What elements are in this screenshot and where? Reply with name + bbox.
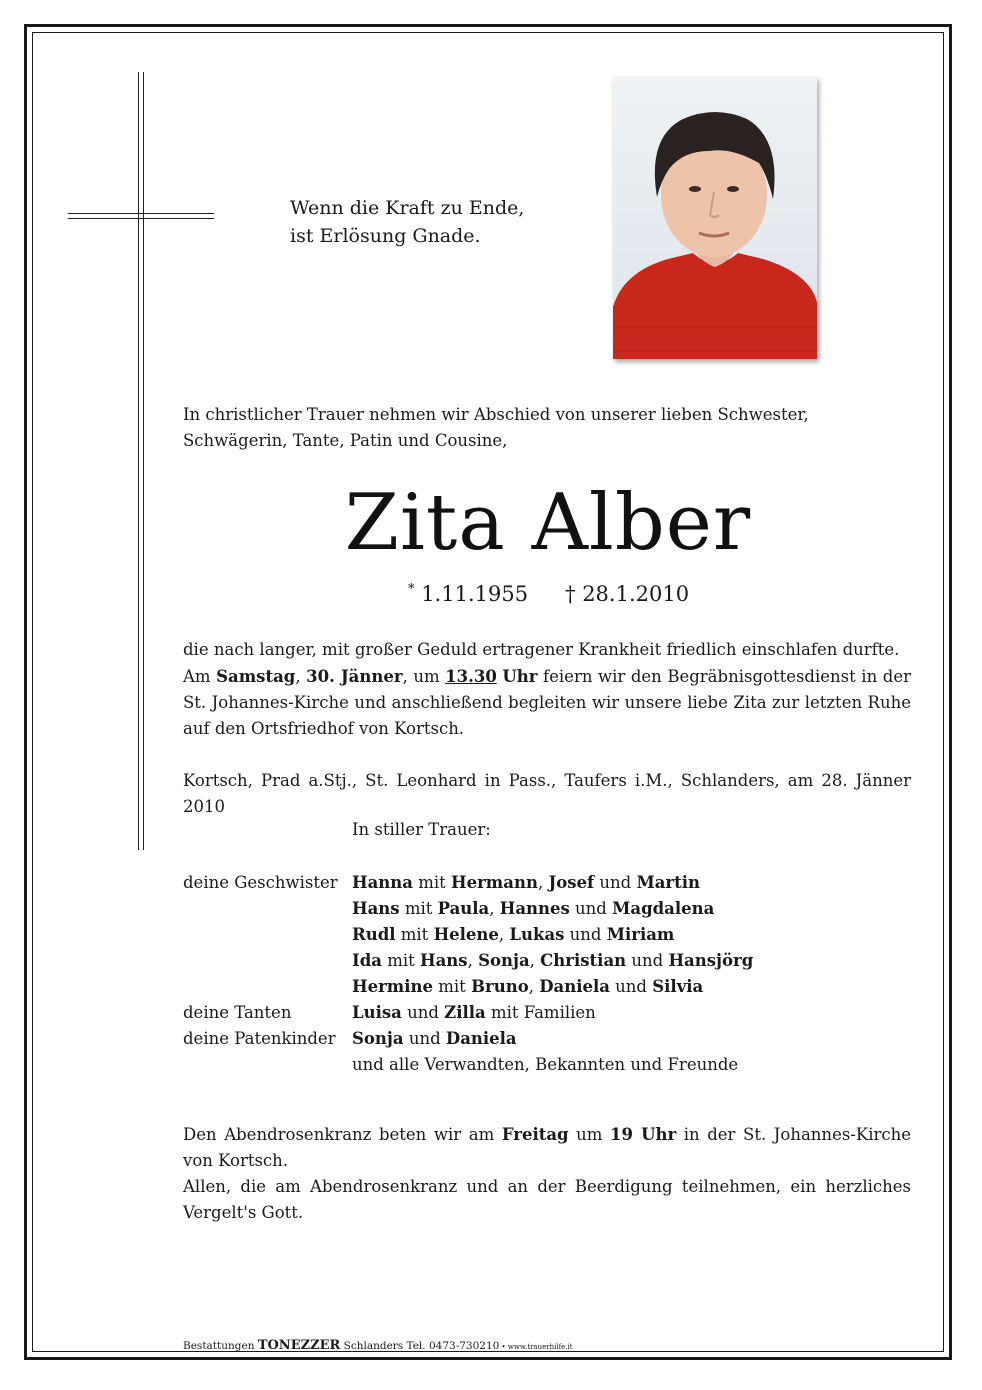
rel-connector: , — [537, 873, 549, 892]
rel-connector: und — [564, 925, 607, 944]
rosary-time: 19 Uhr — [610, 1125, 677, 1144]
rel-name: Josef — [548, 873, 595, 892]
portrait-photo — [613, 77, 817, 359]
rel-name: Helene — [433, 925, 499, 944]
relatives-row — [183, 922, 923, 948]
rosary-day: Freitag — [501, 1125, 569, 1144]
text-span: , — [295, 667, 307, 686]
rel-connector: mit — [381, 951, 420, 970]
rel-name: Christian — [540, 951, 627, 970]
birth-symbol: * — [408, 582, 415, 597]
relatives-names — [352, 870, 700, 896]
intro-line: Schwägerin, Tante, Patin und Cousine, — [183, 431, 508, 450]
rel-connector: , — [467, 951, 479, 970]
rel-name: Daniela — [445, 1029, 517, 1048]
rel-name: Luisa — [352, 1003, 402, 1022]
rel-name: Miriam — [606, 925, 675, 944]
relatives-names — [352, 896, 714, 922]
cross-horizontal-line — [68, 218, 214, 219]
funeral-text — [183, 664, 911, 742]
relatives-row — [183, 1026, 923, 1052]
funeral-time-unit: Uhr — [502, 667, 538, 686]
footer-brand: TONEZZER — [257, 1338, 341, 1353]
rel-name: Sonja — [478, 951, 530, 970]
rel-connector: mit — [412, 873, 452, 892]
birth-date — [408, 582, 528, 606]
relatives-row — [183, 974, 923, 1000]
rel-connector: , — [489, 899, 500, 918]
relatives-names — [352, 1026, 517, 1052]
relatives-label: deine Tanten — [183, 1003, 292, 1022]
rel-name: Hannes — [499, 899, 570, 918]
portrait-illustration — [613, 77, 817, 359]
rel-name: Hermann — [451, 873, 538, 892]
footer-text: Bestattungen — [183, 1340, 258, 1352]
rel-connector: mit Familien — [485, 1003, 596, 1022]
relatives-names — [352, 1000, 596, 1026]
relatives-names — [352, 948, 753, 974]
relatives-closing: und alle Verwandten, Bekannten und Freunde — [352, 1055, 739, 1074]
rel-name: Bruno — [471, 977, 529, 996]
footer-web: • www.trauerhilfe.it — [499, 1343, 573, 1351]
relatives-names — [352, 974, 703, 1000]
rosary-text — [183, 1122, 911, 1174]
rel-connector: und — [403, 1029, 446, 1048]
rel-connector: und — [609, 977, 653, 996]
funeral-time: 13.30 — [445, 667, 497, 686]
relatives-row — [183, 1000, 923, 1026]
rel-name: Magdalena — [612, 899, 715, 918]
footer-text: Schlanders Tel. 0473-730210 — [340, 1340, 500, 1352]
death-symbol: † — [565, 582, 576, 606]
death-date-value: 28.1.2010 — [582, 582, 690, 606]
cross-horizontal-line — [68, 213, 214, 214]
text-span: um — [568, 1125, 611, 1144]
rel-name: Paula — [437, 899, 490, 918]
rel-name: Silvia — [652, 977, 704, 996]
text-span: , um — [402, 667, 446, 686]
rel-name: Hanna — [352, 873, 413, 892]
footer-credit — [183, 1338, 573, 1353]
rel-connector: , — [498, 925, 510, 944]
relatives-label: deine Patenkinder — [183, 1029, 336, 1048]
text-span: feiern wir den Begräbnisgottesdienst in der St. Johannes-Kirche und anschließend begleiten wir unsere liebe Zita zur letzten Ruhe auf den Ortsfriedhof von Kortsch. — [183, 667, 911, 738]
rel-name: Rudl — [352, 925, 396, 944]
rel-connector: mit — [399, 899, 438, 918]
rel-connector: und — [594, 873, 637, 892]
rel-name: Zilla — [444, 1003, 486, 1022]
relatives-row — [183, 896, 923, 922]
thanks-text: Allen, die am Abendrosenkranz und an der Beerdigung teilnehmen, ein herzliches Vergelt's Gott. — [183, 1177, 911, 1222]
rel-name: Ida — [352, 951, 382, 970]
cross-vertical-line — [143, 72, 144, 850]
rel-name: Hansjörg — [668, 951, 754, 970]
rel-name: Martin — [636, 873, 701, 892]
in-mourning-heading: In stiller Trauer: — [352, 820, 491, 839]
rel-connector: und — [401, 1003, 445, 1022]
illness-text: die nach langer, mit großer Geduld ertragener Krankheit friedlich einschlafen durfte. — [183, 640, 900, 659]
death-date — [565, 582, 689, 606]
rel-name: Hans — [352, 899, 400, 918]
text-span: Den Abendrosenkranz beten wir am — [183, 1125, 502, 1144]
rel-connector: und — [569, 899, 613, 918]
place-and-date: Kortsch, Prad a.Stj., St. Leonhard in Pass., Taufers i.M., Schlanders, am 28. Jänner 2010 — [183, 771, 911, 816]
relatives-names — [352, 922, 674, 948]
relatives-row — [183, 870, 923, 896]
rel-name: Hans — [420, 951, 468, 970]
cross-vertical-line — [138, 72, 139, 850]
intro-line: In christlicher Trauer nehmen wir Abschied von unserer lieben Schwester, — [183, 405, 809, 424]
rel-name: Hermine — [352, 977, 434, 996]
rel-connector: mit — [433, 977, 472, 996]
quote-line: Wenn die Kraft zu Ende, — [290, 197, 525, 219]
quote — [290, 194, 524, 250]
rel-connector: mit — [395, 925, 434, 944]
birth-date-value: 1.11.1955 — [421, 582, 529, 606]
relatives-row — [183, 1052, 923, 1078]
rel-name: Sonja — [352, 1029, 404, 1048]
funeral-day: Samstag — [216, 667, 296, 686]
rel-name: Daniela — [539, 977, 610, 996]
text-span: Am — [183, 667, 217, 686]
rel-connector: , — [529, 951, 541, 970]
relatives-label: deine Geschwister — [183, 873, 338, 892]
rel-connector: und — [626, 951, 669, 970]
relatives-row — [183, 948, 923, 974]
deceased-name: Zita Alber — [344, 478, 752, 568]
intro-text — [183, 402, 843, 454]
text-span: in der St. Johannes-Kirche von Kortsch. — [183, 1125, 911, 1170]
quote-line: ist Erlösung Gnade. — [290, 225, 481, 247]
rel-name: Lukas — [509, 925, 565, 944]
funeral-date: 30. Jänner — [306, 667, 403, 686]
rel-connector: , — [528, 977, 540, 996]
